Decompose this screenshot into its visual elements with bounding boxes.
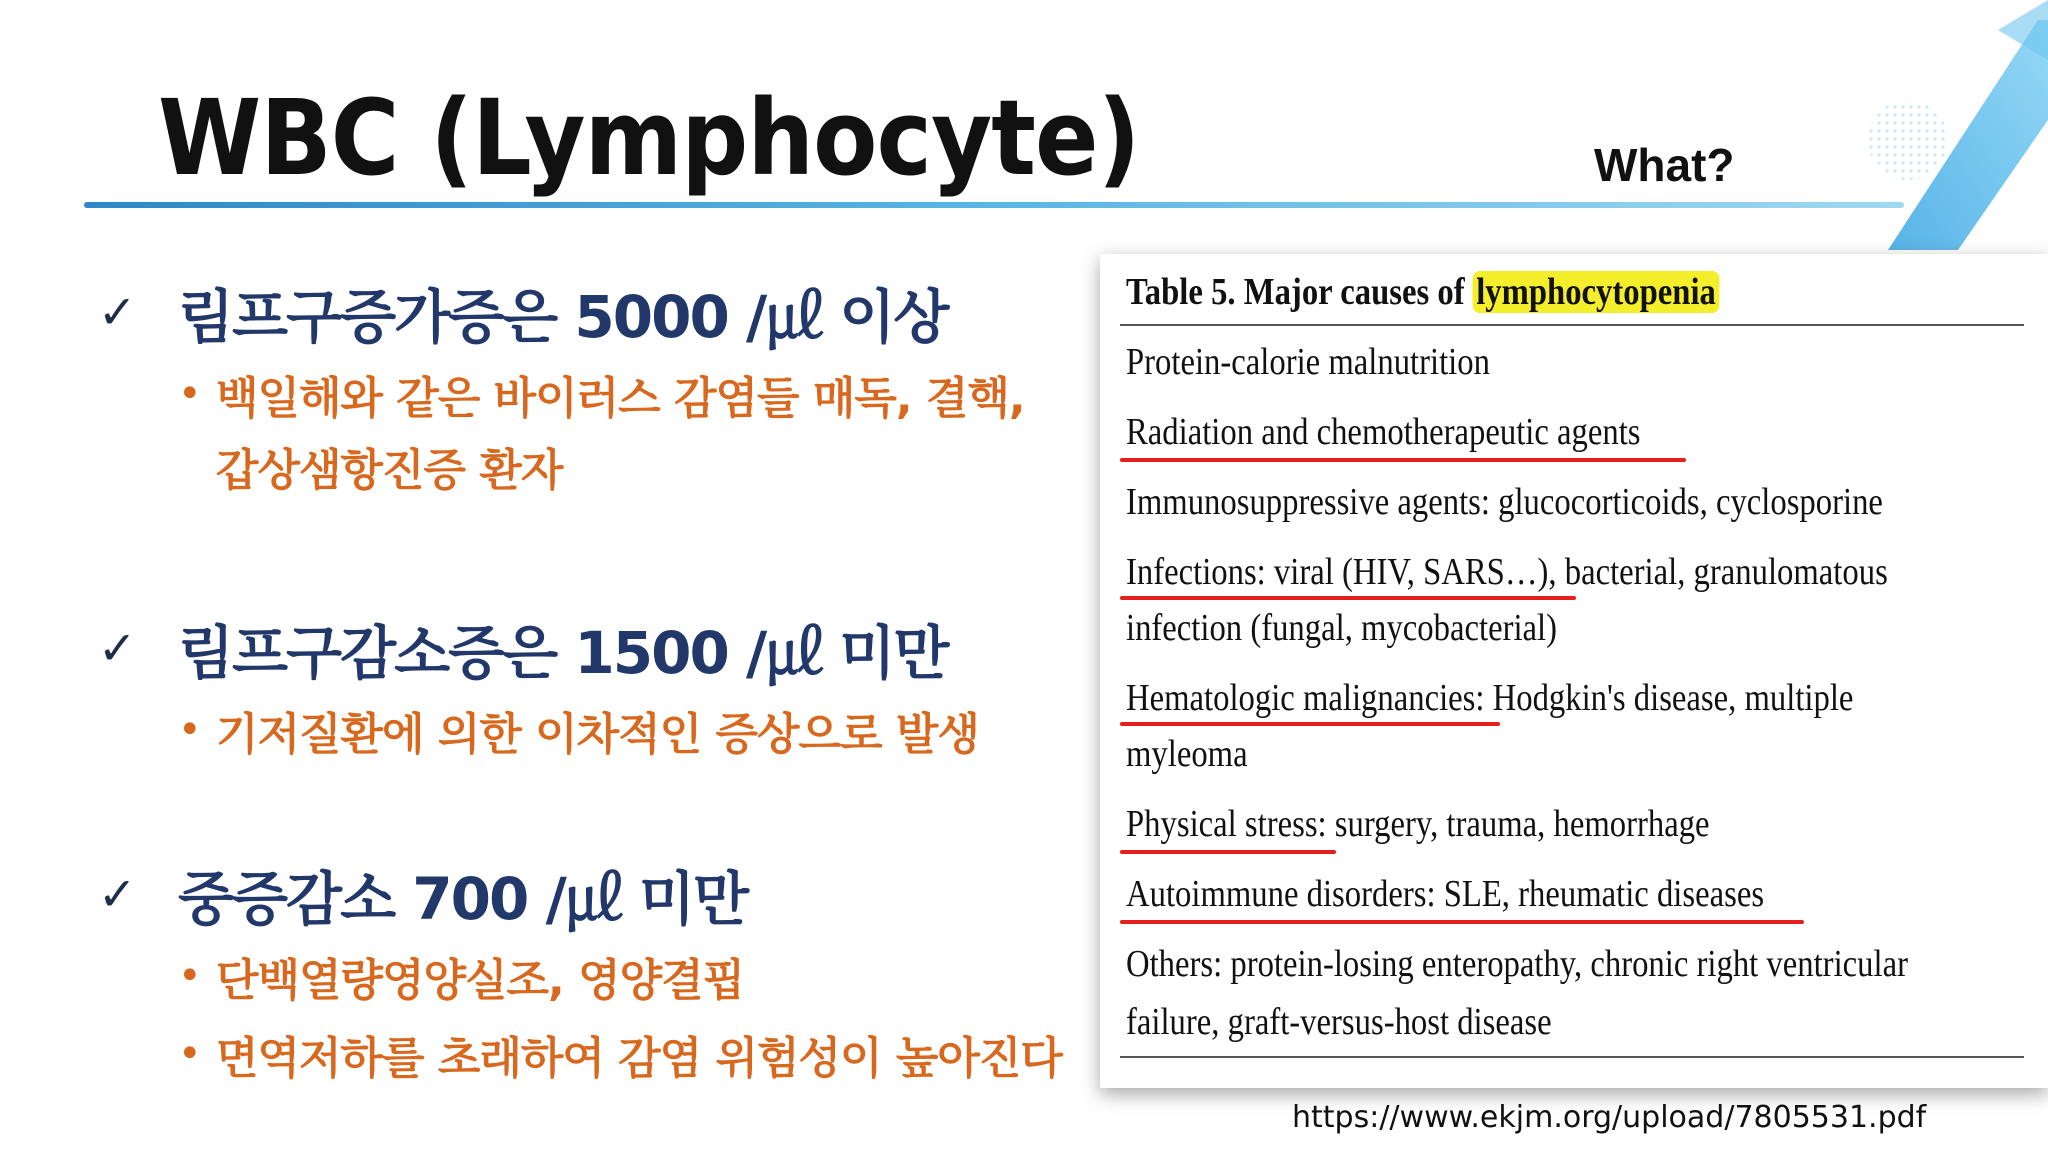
sub-bullet-text: 단백열량영양실조, 영양결핍 — [216, 955, 745, 1006]
underlined-cause: Infections: viral (HIV, SARS…) — [1126, 551, 1549, 593]
bullet-dot-icon: • — [178, 1031, 202, 1077]
title-divider — [84, 202, 1904, 208]
table-bottom-rule — [1120, 1056, 2024, 1058]
sub-bullet-continuation: 갑상샘항진증 환자 — [216, 445, 563, 496]
sub-bullet — [178, 1022, 1062, 1086]
source-url: https://www.ekjm.org/upload/7805531.pdf — [1292, 1100, 1927, 1135]
bullet-lymphocytosis — [98, 270, 947, 354]
bullet-dot-icon: • — [178, 707, 202, 753]
underlined-cause: Physical stress: — [1126, 803, 1327, 845]
bullet-heading: 중증감소 700 /㎕ 미만 — [178, 865, 747, 933]
table-row — [1126, 872, 1764, 916]
sub-bullet-text: 면역저하를 초래하여 감염 위험성이 높아진다 — [216, 1033, 1062, 1084]
table-row: Hematologic malignancies: Hodgkin's disease, multiple — [1126, 677, 1854, 719]
sub-bullet — [178, 362, 1025, 426]
bullet-dot-icon: • — [178, 953, 202, 999]
sub-bullet — [178, 698, 979, 762]
slide-title: WBC (Lymphocyte) — [158, 77, 1140, 199]
red-underline — [1120, 458, 1686, 462]
sub-bullet — [178, 944, 744, 1008]
red-underline — [1120, 920, 1804, 924]
bullet-lymphocytopenia — [98, 606, 947, 690]
table-row-continuation: infection (fungal, mycobacterial) — [1126, 607, 1558, 649]
what-label: What? — [1594, 139, 1735, 191]
underlined-cause: Radiation and chemotherapeutic agents — [1126, 411, 1641, 453]
check-icon: ✓ — [98, 285, 137, 339]
table-row: Protein-calorie malnutrition — [1126, 341, 1490, 383]
sub-bullet-text: 기저질환에 의한 이차적인 증상으로 발생 — [216, 709, 979, 760]
check-icon: ✓ — [98, 867, 137, 921]
underlined-cause: Autoimmune disorders: SLE, rheumatic diseases — [1126, 873, 1765, 915]
red-underline — [1120, 722, 1500, 726]
table-row: Infections: viral (HIV, SARS…), bacterial, granulomatous — [1126, 551, 1888, 593]
table-title-highlight: lymphocytopenia — [1473, 271, 1720, 313]
table-row: Others: protein-losing enteropathy, chronic right ventricular — [1126, 943, 1908, 985]
check-icon: ✓ — [98, 621, 137, 675]
bullet-heading: 림프구증가증은 5000 /㎕ 이상 — [178, 283, 948, 351]
table-title-prefix: Table 5. Major causes of — [1126, 271, 1473, 313]
lymphocytopenia-table — [1100, 254, 2048, 1088]
table-row-continuation: myleoma — [1126, 733, 1248, 775]
table-title — [1126, 270, 1719, 314]
bullet-severe-decrease — [98, 852, 747, 936]
table-row — [1126, 410, 1641, 454]
red-underline — [1120, 596, 1576, 600]
red-underline — [1120, 850, 1336, 854]
corner-decoration — [1788, 0, 2048, 260]
table-row: Immunosuppressive agents: glucocorticoids, cyclosporine — [1126, 481, 1883, 523]
table-row: Physical stress: surgery, trauma, hemorrhage — [1126, 803, 1710, 845]
table-row-continuation: failure, graft-versus-host disease — [1126, 1001, 1552, 1043]
sub-bullet-text: 백일해와 같은 바이러스 감염들 매독, 결핵, — [216, 373, 1025, 424]
bullet-dot-icon: • — [178, 371, 202, 417]
bullet-heading: 림프구감소증은 1500 /㎕ 미만 — [178, 619, 948, 687]
table-top-rule — [1120, 324, 2024, 326]
underlined-cause: Hematologic malignancies: — [1126, 677, 1485, 719]
